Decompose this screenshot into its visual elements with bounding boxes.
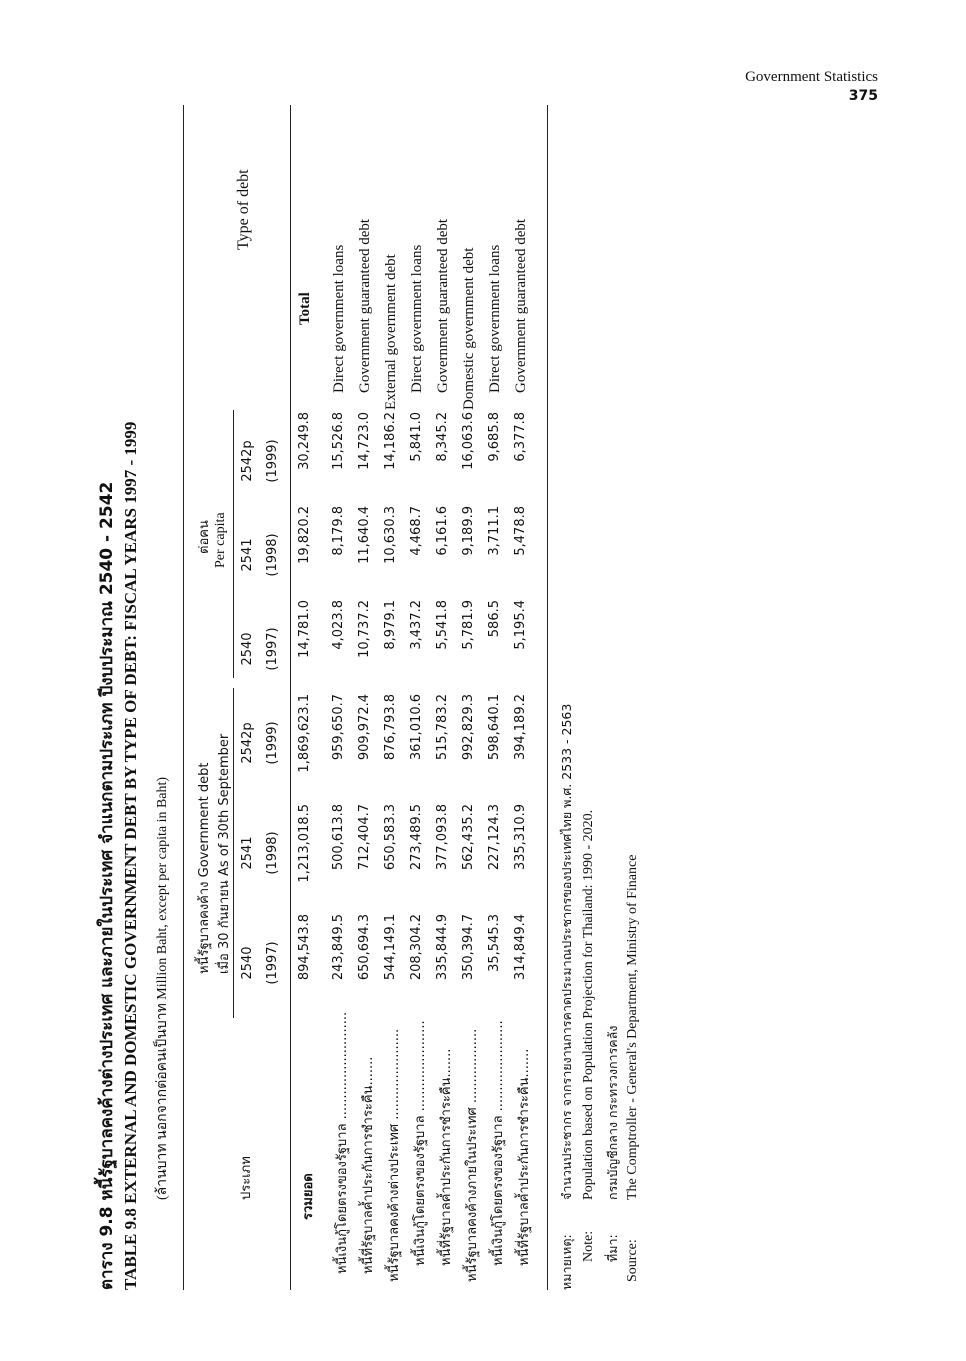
source-english-label: Source: [625,1239,640,1282]
table-row [487,105,513,1290]
row-value: 14,781.0 [297,600,312,658]
row-value: 1,869,623.1 [297,694,312,773]
row-label-english: Direct government loans [331,244,347,393]
table-row [357,105,383,1290]
row-value: 500,613.8 [331,804,346,871]
row-label-english: Direct government loans [409,244,425,393]
row-value: 3,711.1 [487,506,502,556]
year-en-4: (1997) [265,627,280,671]
debt-header-rule [233,688,234,1018]
percap-header-english: Per capita [213,512,228,568]
note-english [581,810,597,1262]
row-value: 335,310.9 [513,804,528,871]
row-value: 4,468.7 [409,506,424,556]
page-number: 375 [848,88,878,104]
row-value: 5,781.9 [461,600,476,650]
row-value: 5,841.0 [409,412,424,462]
source-thai-label: ที่มา: [605,1234,620,1262]
year-th-4: 2540 [240,632,255,666]
row-label-english: Government guaranteed debt [435,218,451,393]
year-th-5: 2541 [240,538,255,572]
row-value: 894,543.8 [297,914,312,981]
row-label-thai: หนี้เงินกู้โดยตรงของรัฐบาล .......................... [335,1011,350,1274]
row-value: 3,437.2 [409,600,424,650]
remark-thai [557,704,577,1290]
table-title-english: TABLE 9.8 EXTERNAL AND DOMESTIC GOVERNMENT DEBT BY TYPE OF DEBT: FISCAL YEARS 1997 - 1999 [121,421,140,1290]
row-value: 314,849.4 [513,914,528,981]
row-value: 35,545.3 [487,914,502,972]
remark-thai-text: จำนวนประชากร จากรายงานการคาดประมาณประชากรของประเทศไทย พ.ศ. 2533 - 2563 [559,703,574,1200]
year-en-3: (1999) [265,721,280,765]
bottom-rule [547,105,548,1290]
percap-header-thai: ต่อคน [197,520,212,554]
row-value: 10,737.2 [357,600,372,658]
year-th-1: 2540 [240,946,255,980]
row-value: 562,435.2 [461,804,476,871]
table-row [435,105,461,1290]
row-value: 273,489.5 [409,804,424,871]
table-row [461,105,487,1290]
row-value: 15,526.8 [331,412,346,470]
row-label-thai: หนี้ที่รัฐบาลค้ำประกันการชำระคืน....... [439,1048,454,1266]
type-header-thai: ประเภท [239,1156,254,1200]
row-value: 361,010.6 [409,694,424,761]
row-value: 8,179.8 [331,506,346,556]
table-row [383,105,409,1290]
year-th-2: 2541 [240,836,255,870]
source-english-text: The Comptroller - General's Department, Ministry of Finance [625,854,640,1200]
row-value: 959,650.7 [331,694,346,761]
row-value: 1,213,018.5 [297,804,312,883]
row-value: 19,820.2 [297,506,312,564]
row-label-english: Government guaranteed debt [513,218,529,393]
year-th-6: 2542p [240,440,255,482]
row-value: 6,161.6 [435,506,450,556]
row-label-thai: หนี้ที่รัฐบาลค้ำประกันการชำระคืน....... [361,1056,376,1274]
row-value: 598,640.1 [487,694,502,761]
row-value: 208,304.2 [409,914,424,981]
row-label-thai: หนี้ที่รัฐบาลค้ำประกันการชำระคืน....... [517,1048,532,1266]
row-label-english: Total [297,292,313,325]
table-subtitle: (ล้านบาท นอกจากต่อคนเป็นบาท Million Baht, except per capita in Baht) [155,776,170,1200]
page-header [745,68,878,106]
row-value: 394,189.2 [513,694,528,761]
row-value: 992,829.3 [461,694,476,761]
row-label-thai: หนี้เงินกู้โดยตรงของรัฐบาล ...................... [491,1020,506,1266]
table-row [513,105,539,1290]
row-value: 5,541.8 [435,600,450,650]
source-thai-text: กรมบัญชีกลาง กระทรวงการคลัง [605,1025,620,1200]
section-title: Government Statistics [745,69,878,85]
row-label-thai: หนี้รัฐบาลคงค้างต่างประเทศ ...................... [387,1028,402,1282]
row-value: 350,394.7 [461,914,476,981]
year-en-2: (1998) [265,831,280,875]
table-title-thai: ตาราง 9.8 หนี้รัฐบาลคงค้างต่างประเทศ และภายในประเทศ จำแนกตามประเภท ปีงบประมาณ 2540 - 2542 [97,481,117,1290]
row-value: 14,186.2 [383,412,398,470]
row-value: 243,849.5 [331,914,346,981]
row-value: 8,345.2 [435,412,450,462]
note-english-text: Population based on Population Projection for Thailand: 1990 - 2020. [581,809,596,1200]
row-value: 515,783.2 [435,694,450,761]
row-value: 4,023.8 [331,600,346,650]
type-header-english: Type of debt [235,169,252,250]
row-value: 876,793.8 [383,694,398,761]
row-value: 227,124.3 [487,804,502,871]
table-row [331,105,357,1290]
note-english-label: Note: [581,1230,596,1262]
row-value: 9,685.8 [487,412,502,462]
source-thai [603,1026,623,1262]
debt-header-thai: หนี้รัฐบาลคงค้าง Government debt [197,762,212,974]
row-value: 909,972.4 [357,694,372,761]
top-rule [183,105,184,1290]
header-rule [290,105,291,1290]
remark-thai-label: หมายเหตุ: [559,1234,574,1290]
row-label-thai: หนี้รัฐบาลคงค้างภายในประเทศ .................. [465,1028,480,1282]
row-value: 377,093.8 [435,804,450,871]
debt-header-english: เมื่อ 30 กันยายน As of 30th September [217,733,232,974]
row-label-english: Direct government loans [487,244,503,393]
row-value: 6,377.8 [513,412,528,462]
row-value: 544,149.1 [383,914,398,981]
year-en-1: (1997) [265,941,280,985]
year-en-6: (1999) [265,439,280,483]
row-value: 5,478.8 [513,506,528,556]
row-label-english: Government guaranteed debt [357,218,373,393]
row-value: 14,723.0 [357,412,372,470]
row-value: 586.5 [487,600,502,638]
row-value: 10,630.3 [383,506,398,564]
row-label-english: External government debt [383,254,399,410]
row-value: 335,844.9 [435,914,450,981]
row-value: 16,063.6 [461,412,476,470]
percap-header-rule [233,410,234,678]
table-row [297,105,323,1290]
row-value: 712,404.7 [357,804,372,871]
source-english [625,855,641,1282]
rotated-table [85,90,645,1290]
year-en-5: (1998) [265,533,280,577]
row-value: 5,195.4 [513,600,528,650]
table-row [409,105,435,1290]
row-value: 650,583.3 [383,804,398,871]
row-label-thai: หนี้เงินกู้โดยตรงของรัฐบาล ...................... [413,1020,428,1266]
year-th-3: 2542p [240,722,255,764]
row-value: 9,189.9 [461,506,476,556]
row-value: 11,640.4 [357,506,372,564]
row-value: 30,249.8 [297,412,312,470]
row-value: 650,694.3 [357,914,372,981]
row-value: 8,979.1 [383,600,398,650]
row-label-english: Domestic government debt [461,247,477,410]
row-label-thai: รวมยอด [301,1173,316,1220]
